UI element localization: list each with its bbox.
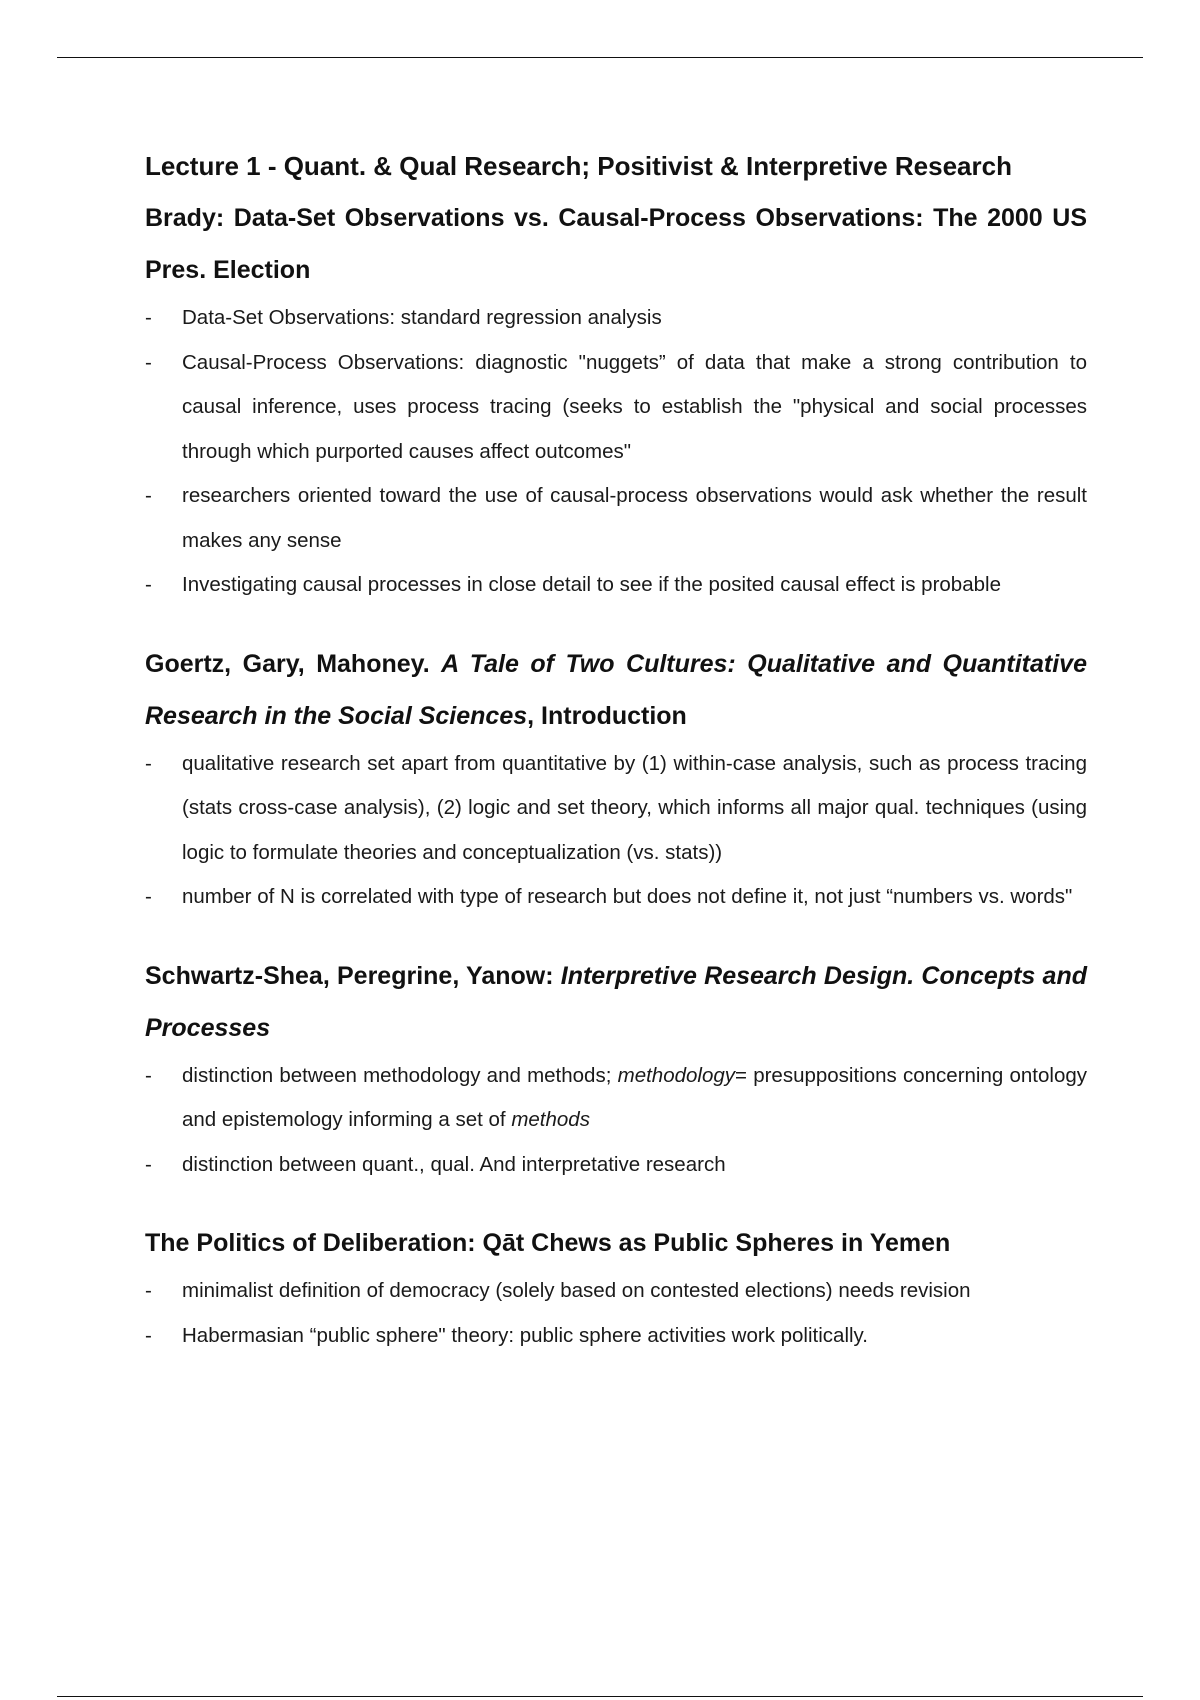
top-rule	[57, 57, 1143, 58]
bullet-list	[145, 1269, 1087, 1358]
bullet-list	[145, 1054, 1087, 1188]
bullet-marker: -	[145, 1323, 152, 1347]
list-item: - distinction between quant., qual. And interpretative research	[145, 1143, 1087, 1188]
bullet-marker: -	[145, 885, 152, 908]
list-item: - researchers oriented toward the use of causal-process observations would ask whether the result makes any sense	[145, 474, 1087, 563]
bullet-marker: -	[145, 484, 152, 507]
bullet-marker: -	[145, 573, 152, 596]
list-item: - distinction between methodology and methods; methodology= presuppositions concerning ontology and epistemology informing a set of methods	[145, 1054, 1087, 1143]
section-heading: Brady: Data-Set Observations vs. Causal-Process Observations: The 2000 US Pres. Election	[145, 204, 1087, 284]
section-heading: Goertz, Gary, Mahoney. A Tale of Two Cultures: Qualitative and Quantitative Research in the Social Sciences, Introduction	[145, 649, 1087, 730]
work-title: A Tale of Two Cultures: Qualitative and Quantitative Research in the Social Sciences	[145, 649, 1087, 730]
page-title: Lecture 1 - Quant. & Qual Research; Positivist & Interpretive Research	[145, 151, 1012, 181]
document-body	[145, 140, 1087, 1358]
list-item: - minimalist definition of democracy (solely based on contested elections) needs revision	[145, 1269, 1087, 1314]
bullet-marker: -	[145, 751, 152, 775]
list-item: - Causal-Process Observations: diagnostic "nuggets” of data that make a strong contribution to causal inference, uses process tracing (seeks to establish the "physical and social processes through which purported causes affect outcomes"	[145, 341, 1087, 475]
term-methods: methods	[511, 1108, 590, 1131]
work-title: Interpretive Research Design. Concepts and Processes	[145, 961, 1087, 1042]
list-item: - Investigating causal processes in close detail to see if the posited causal effect is probable	[145, 563, 1087, 608]
bullet-marker: -	[145, 306, 152, 329]
term-methodology: methodology	[617, 1063, 736, 1087]
section-schwartz-shea-yanow	[145, 950, 1087, 1188]
bullet-marker: -	[145, 1279, 152, 1302]
bullet-marker: -	[145, 1063, 152, 1087]
bullet-list	[145, 296, 1087, 608]
list-item: - Data-Set Observations: standard regression analysis	[145, 296, 1087, 341]
section-goertz-mahoney	[145, 638, 1087, 920]
section-heading: The Politics of Deliberation: Qāt Chews as Public Spheres in Yemen	[145, 1229, 951, 1257]
bullet-marker: -	[145, 350, 152, 374]
bullet-list	[145, 742, 1087, 920]
section-heading: Schwartz-Shea, Peregrine, Yanow: Interpretive Research Design. Concepts and Processes	[145, 961, 1087, 1042]
list-item: - qualitative research set apart from quantitative by (1) within-case analysis, such as process tracing (stats cross-case analysis), (2) logic and set theory, which informs all major qual. techniques (using logic to formulate theories and conceptualization (vs. stats))	[145, 742, 1087, 876]
list-item: - Habermasian “public sphere" theory: public sphere activities work politically.	[145, 1314, 1087, 1359]
bullet-marker: -	[145, 1152, 152, 1176]
bottom-rule	[57, 1696, 1143, 1697]
list-item: - number of N is correlated with type of research but does not define it, not just “numbers vs. words"	[145, 875, 1087, 920]
section-brady	[145, 192, 1087, 608]
section-politics-of-deliberation	[145, 1217, 1087, 1358]
